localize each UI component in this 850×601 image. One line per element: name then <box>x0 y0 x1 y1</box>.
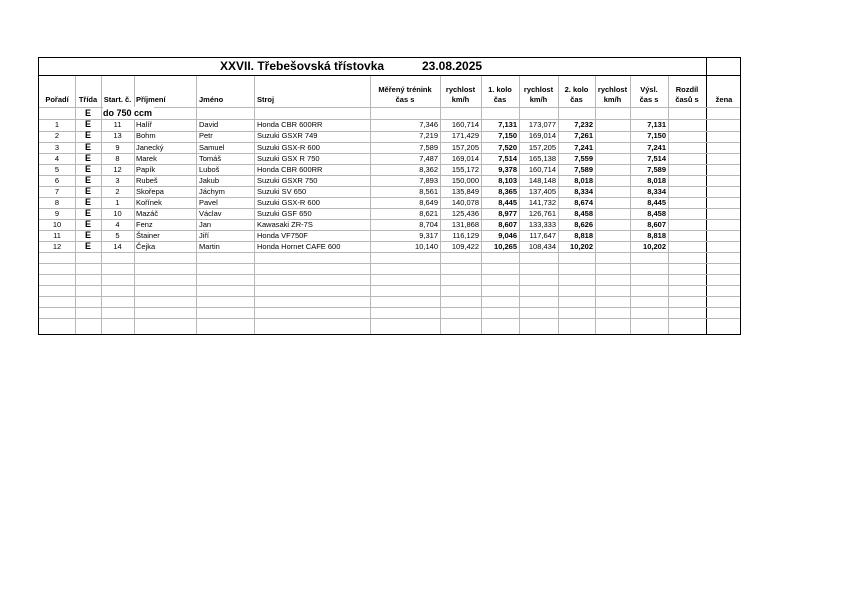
header-poradi: Pořadí <box>45 95 69 104</box>
cell-trenink: 8,561 <box>419 187 438 196</box>
cell-prijmeni: Štainer <box>136 231 160 240</box>
cell-kolo-1: 8,365 <box>498 187 517 196</box>
header-rychlost-3-line1: rychlost <box>597 85 628 94</box>
cell-trida: E <box>84 241 91 251</box>
header-rychlost-2 <box>519 85 558 105</box>
cell-jmeno: Jakub <box>199 176 220 185</box>
cell-rychlost-3 <box>595 130 628 141</box>
cell-rychlost-1: 171,429 <box>451 131 479 140</box>
cell-rychlost-2: 117,647 <box>529 231 556 240</box>
cell-trenink: 8,649 <box>419 198 438 207</box>
cell-stroj: Honda CBR 600RR <box>257 120 323 129</box>
cell-rychlost-1: 125,436 <box>451 209 479 218</box>
header-rozdil-line2: časů s <box>675 95 699 104</box>
cell-rychlost-2: 137,405 <box>528 187 556 196</box>
cell-vysledny: 8,445 <box>647 198 666 207</box>
cell-prijmeni: Mazáč <box>136 209 159 218</box>
header-trenink-line1: Měřený trénink <box>378 85 432 94</box>
cell-rychlost-2: 160,714 <box>528 165 556 174</box>
cell-stroj: Suzuki GSX-R 600 <box>257 143 320 152</box>
cell-rychlost-1: 131,868 <box>451 220 479 229</box>
header-trenink <box>370 85 440 105</box>
cell-stroj: Suzuki SV 650 <box>257 187 307 196</box>
cell-trida: E <box>84 197 91 207</box>
cell-start-no: 3 <box>115 176 120 185</box>
cell-trenink: 8,704 <box>419 220 438 229</box>
cell-kolo-1: 7,150 <box>498 131 517 140</box>
cell-jmeno: Petr <box>199 131 213 140</box>
cell-start-no: 12 <box>113 165 122 174</box>
cell-rychlost-1: 169,014 <box>451 154 479 163</box>
header-zena: žena <box>715 95 733 104</box>
cell-rychlost-3 <box>595 219 628 230</box>
cell-kolo-1: 8,977 <box>498 209 517 218</box>
cell-poradi: 2 <box>54 131 60 140</box>
cell-start-no: 8 <box>115 154 120 163</box>
header-rychlost-1 <box>440 85 481 105</box>
cell-kolo-2: 8,018 <box>574 176 593 185</box>
cell-stroj: Suzuki GSF 650 <box>257 209 312 218</box>
cell-vysledny: 8,607 <box>647 220 666 229</box>
cell-prijmeni: Kořínek <box>136 198 162 207</box>
cell-trenink: 9,317 <box>419 231 438 240</box>
cell-trenink: 8,362 <box>419 165 438 174</box>
cell-jmeno: Martin <box>199 242 220 251</box>
cell-poradi: 7 <box>54 187 60 196</box>
cell-rychlost-1: 135,849 <box>451 187 479 196</box>
results-sheet <box>38 57 741 335</box>
cell-rychlost-3 <box>595 186 628 197</box>
cell-vysledny: 8,458 <box>647 209 666 218</box>
cell-trenink: 7,346 <box>419 120 438 129</box>
cell-kolo-2: 7,232 <box>574 120 593 129</box>
cell-trenink: 7,487 <box>419 154 438 163</box>
cell-rychlost-3 <box>595 164 628 175</box>
cell-kolo-1: 8,607 <box>498 220 517 229</box>
cell-rychlost-1: 140,078 <box>451 198 479 207</box>
cell-prijmeni: Papík <box>136 165 156 174</box>
cell-stroj: Honda CBR 600RR <box>257 165 323 174</box>
cell-vysledny: 7,514 <box>647 154 666 163</box>
cell-rychlost-3 <box>595 153 628 164</box>
cell-rychlost-2: 173,077 <box>528 120 556 129</box>
cell-rychlost-3 <box>595 142 628 153</box>
cell-poradi: 5 <box>54 165 60 174</box>
cell-rychlost-3 <box>595 197 628 208</box>
header-start-no: Start. č. <box>103 95 132 104</box>
cell-rychlost-3 <box>595 241 628 252</box>
header-kolo-1-line1: 1. kolo <box>488 85 512 94</box>
cell-trida: E <box>84 230 91 240</box>
cell-jmeno: David <box>199 120 219 129</box>
header-rychlost-1-line2: km/h <box>451 95 470 104</box>
cell-stroj: Suzuki GSX-R 600 <box>257 198 320 207</box>
cell-rychlost-1: 116,129 <box>452 231 479 240</box>
cell-prijmeni: Rubeš <box>136 176 158 185</box>
cell-poradi: 8 <box>54 198 60 207</box>
header-jmeno: Jméno <box>199 95 224 104</box>
cell-kolo-2: 8,626 <box>574 220 593 229</box>
cell-start-no: 13 <box>113 131 122 140</box>
cell-start-no: 1 <box>115 198 120 207</box>
cell-trida: E <box>84 130 91 140</box>
cell-trenink: 7,893 <box>419 176 438 185</box>
cell-kolo-2: 7,589 <box>574 165 593 174</box>
cell-trida: E <box>84 119 91 129</box>
header-rozdil <box>668 85 706 105</box>
cell-vysledny: 10,202 <box>643 242 666 251</box>
cell-start-no: 10 <box>113 209 122 218</box>
cell-vysledny: 8,334 <box>647 187 666 196</box>
header-kolo-2 <box>558 85 595 105</box>
cell-rychlost-3 <box>595 175 628 186</box>
cell-rychlost-2: 165,138 <box>528 154 556 163</box>
cell-start-no: 11 <box>113 120 122 129</box>
header-kolo-2-line2: čas <box>570 95 583 104</box>
cell-jmeno: Jiří <box>199 231 209 240</box>
cell-kolo-1: 7,520 <box>498 143 517 152</box>
cell-kolo-1: 10,265 <box>494 242 517 251</box>
cell-rychlost-2: 141,732 <box>528 198 556 207</box>
header-vysledny-line2: čas s <box>639 95 659 104</box>
cell-rychlost-2: 108,434 <box>528 242 556 251</box>
cell-stroj: Honda VF750F <box>257 231 308 240</box>
cell-poradi: 9 <box>54 209 60 218</box>
header-rychlost-2-line2: km/h <box>529 95 548 104</box>
cell-rychlost-2: 169,014 <box>528 131 556 140</box>
cell-rychlost-3 <box>595 119 628 130</box>
cell-stroj: Honda Hornet CAFE 600 <box>257 242 341 251</box>
cell-stroj: Suzuki GSX R 750 <box>257 154 320 163</box>
header-vysledny <box>630 85 668 105</box>
header-rozdil-line1: Rozdíl <box>675 85 699 94</box>
cell-prijmeni: Bohm <box>136 131 156 140</box>
cell-stroj: Kawasaki ZR-7S <box>257 220 313 229</box>
cell-rychlost-2: 133,333 <box>528 220 556 229</box>
cell-start-no: 4 <box>115 220 120 229</box>
header-rychlost-2-line1: rychlost <box>523 85 554 94</box>
cell-start-no: 9 <box>115 143 120 152</box>
cell-trida: E <box>84 153 91 163</box>
cell-poradi: 3 <box>54 143 60 152</box>
cell-trida: E <box>84 142 91 152</box>
cell-rychlost-1: 150,000 <box>451 176 479 185</box>
cell-start-no: 2 <box>115 187 120 196</box>
cell-kolo-2: 7,241 <box>574 143 593 152</box>
category-class: E <box>84 108 91 118</box>
header-stroj: Stroj <box>257 95 275 104</box>
cell-vysledny: 7,241 <box>647 143 666 152</box>
header-kolo-1 <box>481 85 519 105</box>
cell-trenink: 8,621 <box>419 209 438 218</box>
event-date: 23.08.2025 <box>422 59 483 73</box>
cell-kolo-2: 7,261 <box>574 131 593 140</box>
cell-prijmeni: Čejka <box>136 242 156 251</box>
cell-vysledny: 7,589 <box>647 165 666 174</box>
cell-kolo-1: 7,514 <box>498 154 517 163</box>
cell-start-no: 5 <box>115 231 120 240</box>
cell-kolo-1: 8,445 <box>498 198 517 207</box>
cell-trida: E <box>84 208 91 218</box>
cell-poradi: 11 <box>53 231 61 240</box>
cell-kolo-2: 8,674 <box>574 198 593 207</box>
cell-rychlost-2: 157,205 <box>528 143 556 152</box>
cell-jmeno: Tomáš <box>199 154 222 163</box>
cell-rychlost-3 <box>595 230 628 241</box>
category-label: do 750 ccm <box>103 108 153 118</box>
header-rychlost-3-line2: km/h <box>603 95 622 104</box>
cell-trida: E <box>84 164 91 174</box>
cell-poradi: 10 <box>52 220 62 229</box>
cell-kolo-2: 8,334 <box>574 187 593 196</box>
cell-vysledny: 7,131 <box>647 120 666 129</box>
header-rychlost-3 <box>595 85 630 105</box>
cell-rychlost-2: 148,148 <box>528 176 556 185</box>
header-kolo-1-line2: čas <box>493 95 507 104</box>
header-kolo-2-line1: 2. kolo <box>564 85 589 94</box>
cell-prijmeni: Janecký <box>136 143 164 152</box>
cell-jmeno: Pavel <box>199 198 218 207</box>
cell-rychlost-1: 109,422 <box>451 242 479 251</box>
cell-jmeno: Jáchym <box>199 187 225 196</box>
cell-rychlost-3 <box>595 208 628 219</box>
header-prijmeni: Příjmení <box>136 95 166 104</box>
cell-poradi: 6 <box>54 176 60 185</box>
header-trenink-line2: čas s <box>395 95 415 104</box>
cell-vysledny: 8,018 <box>647 176 666 185</box>
cell-jmeno: Samuel <box>199 143 225 152</box>
cell-kolo-2: 8,818 <box>574 231 593 240</box>
event-title: XXVII. Třebešovská třístovka <box>220 59 385 73</box>
cell-poradi: 12 <box>52 242 62 251</box>
cell-prijmeni: Halíř <box>136 120 152 129</box>
cell-prijmeni: Marek <box>136 154 157 163</box>
cell-trenink: 10,140 <box>415 242 438 251</box>
header-vysledny-line1: Výsl. <box>640 85 658 94</box>
cell-jmeno: Jan <box>199 220 212 229</box>
cell-trida: E <box>84 186 91 196</box>
cell-kolo-2: 7,559 <box>574 154 593 163</box>
cell-prijmeni: Skořepa <box>136 187 164 196</box>
cell-rychlost-1: 160,714 <box>451 120 479 129</box>
cell-trenink: 7,589 <box>419 143 438 152</box>
cell-vysledny: 7,150 <box>647 131 666 140</box>
cell-poradi: 1 <box>54 120 60 129</box>
cell-prijmeni: Fenz <box>136 220 153 229</box>
cell-kolo-1: 8,103 <box>498 176 517 185</box>
cell-kolo-1: 9,046 <box>498 231 517 240</box>
header-rychlost-1-line1: rychlost <box>445 85 476 94</box>
cell-stroj: Suzuki GSXR 750 <box>257 176 318 185</box>
cell-kolo-1: 7,131 <box>498 120 517 129</box>
cell-kolo-2: 8,458 <box>574 209 593 218</box>
cell-rychlost-1: 157,205 <box>451 143 479 152</box>
cell-jmeno: Luboš <box>199 165 220 174</box>
cell-trida: E <box>84 219 91 229</box>
cell-trida: E <box>84 175 91 185</box>
cell-rychlost-2: 126,761 <box>528 209 556 218</box>
cell-start-no: 14 <box>113 242 122 251</box>
cell-stroj: Suzuki GSXR 749 <box>257 131 318 140</box>
cell-trenink: 7,219 <box>419 131 438 140</box>
cell-jmeno: Václav <box>199 209 222 218</box>
cell-kolo-2: 10,202 <box>570 242 593 251</box>
cell-vysledny: 8,818 <box>647 231 666 240</box>
cell-rychlost-1: 155,172 <box>451 165 479 174</box>
cell-kolo-1: 9,378 <box>498 165 517 174</box>
cell-poradi: 4 <box>54 154 60 163</box>
header-trida: Třída <box>78 95 98 104</box>
